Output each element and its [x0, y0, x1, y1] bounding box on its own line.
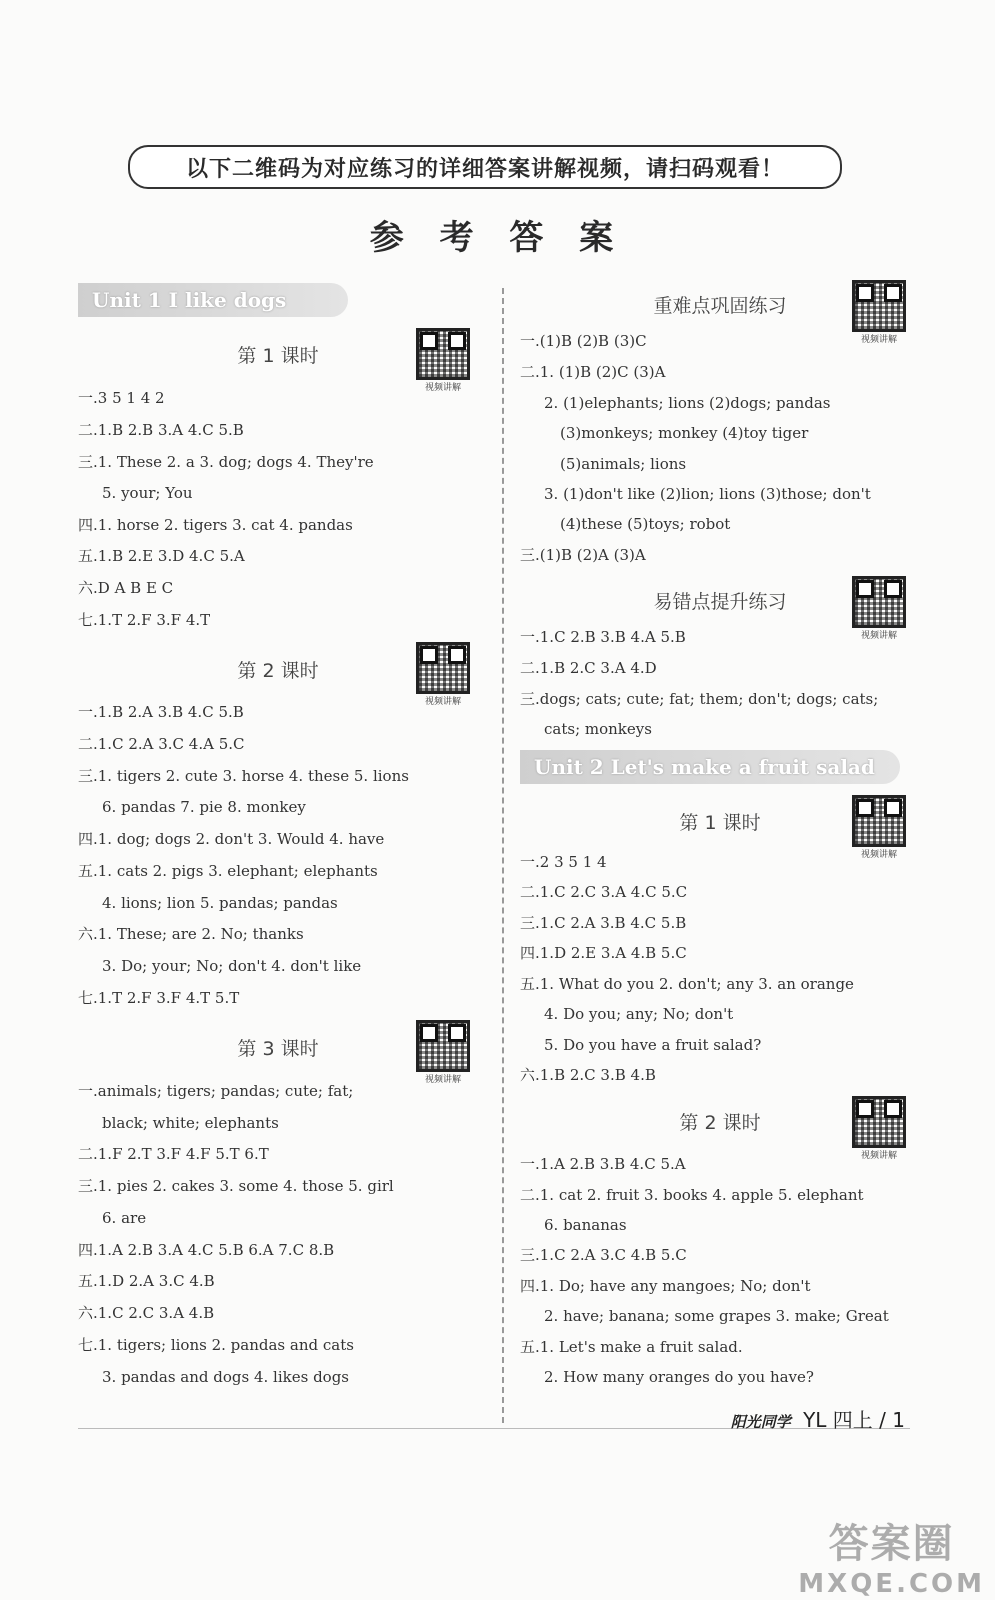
answer-line: 四.1. horse 2. tigers 3. cat 4. pandas [78, 516, 353, 534]
answer-line: 一.2 3 5 1 4 [520, 853, 607, 871]
answer-line: 2. (1)elephants; lions (2)dogs; pandas [544, 394, 831, 412]
answer-line: 三.1.C 2.A 3.B 4.C 5.B [520, 914, 687, 932]
answer-line: 三.dogs; cats; cute; fat; them; don't; dogs; cats; [520, 690, 879, 708]
answer-line: 七.1. tigers; lions 2. pandas and cats [78, 1336, 354, 1354]
qr-caption: 视频讲解 [860, 335, 897, 345]
qr-caption: 视频讲解 [424, 1075, 461, 1085]
lesson-title: 第 2 课时 [237, 660, 319, 682]
answer-line: (4)these (5)toys; robot [560, 515, 731, 533]
watermark [798, 1512, 985, 1599]
answer-line: 2. How many oranges do you have? [544, 1368, 814, 1386]
answer-line: 二.1. cat 2. fruit 3. books 4. apple 5. elephant [520, 1186, 864, 1204]
page-footer [731, 1404, 905, 1433]
answer-line: 3. pandas and dogs 4. likes dogs [102, 1368, 350, 1386]
qr-caption: 视频讲解 [860, 631, 897, 641]
qr-code-icon [852, 280, 906, 332]
answer-line: cats; monkeys [544, 720, 652, 738]
answer-line: 6. pandas 7. pie 8. monkey [102, 798, 306, 816]
section-title: 重难点巩固练习 [653, 295, 787, 317]
answer-line: 6. are [102, 1209, 147, 1227]
answer-line: 二.1. (1)B (2)C (3)A [520, 363, 666, 381]
qr-code[interactable] [852, 576, 906, 641]
answer-line: 一.1.B 2.A 3.B 4.C 5.B [78, 703, 244, 721]
qr-caption: 视频讲解 [424, 383, 461, 393]
lesson-title: 第 1 课时 [679, 812, 761, 834]
page-label: YL 四上 / 1 [803, 1408, 905, 1432]
qr-code-icon [416, 328, 470, 380]
qr-code-icon [852, 1096, 906, 1148]
qr-code-icon [852, 576, 906, 628]
qr-code[interactable] [416, 1020, 470, 1085]
answer-line: 六.D A B E C [78, 579, 174, 597]
qr-code[interactable] [852, 280, 906, 345]
unit-2-header: Unit 2 Let's make a fruit salad [520, 750, 900, 784]
banner-notice: 以下二维码为对应练习的详细答案讲解视频，请扫码观看！ [128, 145, 842, 189]
answer-line: 六.1. These; are 2. No; thanks [78, 925, 304, 943]
answer-line: 3. (1)don't like (2)lion; lions (3)those; don't [544, 485, 871, 503]
answer-line: 二.1.C 2.C 3.A 4.C 5.C [520, 883, 688, 901]
qr-caption: 视频讲解 [424, 697, 461, 707]
qr-caption: 视频讲解 [860, 850, 897, 860]
answer-line: 三.1. These 2. a 3. dog; dogs 4. They're [78, 453, 374, 471]
answer-line: 一.1.C 2.B 3.B 4.A 5.B [520, 628, 686, 646]
answer-line: 3. Do; your; No; don't 4. don't like [102, 957, 362, 975]
qr-code[interactable] [416, 642, 470, 707]
qr-code-icon [416, 1020, 470, 1072]
answer-line: 五.1.B 2.E 3.D 4.C 5.A [78, 547, 245, 565]
answer-line: 2. have; banana; some grapes 3. make; Great [544, 1307, 889, 1325]
answer-line: 4. Do you; any; No; don't [544, 1005, 734, 1023]
watermark-text: 答案圈 [828, 1521, 955, 1567]
answer-line: 二.1.C 2.A 3.C 4.A 5.C [78, 735, 245, 753]
qr-code[interactable] [416, 328, 470, 393]
brand-logo: 阳光同学 [730, 1413, 791, 1431]
answer-line: 四.1.A 2.B 3.A 4.C 5.B 6.A 7.C 8.B [78, 1241, 335, 1259]
answer-line: (3)monkeys; monkey (4)toy tiger [560, 424, 809, 442]
answer-line: 一.(1)B (2)B (3)C [520, 332, 647, 350]
qr-code[interactable] [852, 1096, 906, 1161]
answer-line: 一.1.A 2.B 3.B 4.C 5.A [520, 1155, 686, 1173]
answer-line: 5. your; You [102, 484, 193, 502]
qr-code[interactable] [852, 795, 906, 860]
qr-code-icon [852, 795, 906, 847]
page-title: 参 考 答 案 [369, 218, 626, 258]
watermark-url: MXQE.COM [798, 1569, 985, 1599]
answer-line: 六.1.B 2.C 3.B 4.B [520, 1066, 656, 1084]
section-title: 易错点提升练习 [653, 591, 787, 613]
qr-caption: 视频讲解 [860, 1151, 897, 1161]
answer-line: 五.1. What do you 2. don't; any 3. an orange [520, 975, 854, 993]
answer-line: 二.1.B 2.B 3.A 4.C 5.B [78, 421, 244, 439]
answer-line: 6. bananas [544, 1216, 627, 1234]
qr-code-icon [416, 642, 470, 694]
answer-line: 七.1.T 2.F 3.F 4.T [78, 611, 211, 629]
answer-line: 一.3 5 1 4 2 [78, 389, 165, 407]
answer-line: 四.1.D 2.E 3.A 4.B 5.C [520, 944, 687, 962]
answer-line: black; white; elephants [102, 1114, 279, 1132]
column-divider [502, 288, 504, 1423]
lesson-title: 第 3 课时 [237, 1038, 319, 1060]
answer-line: 一.animals; tigers; pandas; cute; fat; [78, 1082, 354, 1100]
answer-line: 四.1. dog; dogs 2. don't 3. Would 4. have [78, 830, 385, 848]
answer-line: 三.1.C 2.A 3.C 4.B 5.C [520, 1246, 687, 1264]
answer-line: 三.(1)B (2)A (3)A [520, 546, 646, 564]
answer-line: 六.1.C 2.C 3.A 4.B [78, 1304, 215, 1322]
answer-line: 4. lions; lion 5. pandas; pandas [102, 894, 338, 912]
answer-line: 二.1.B 2.C 3.A 4.D [520, 659, 657, 677]
answer-line: 七.1.T 2.F 3.F 4.T 5.T [78, 989, 240, 1007]
answer-line: 四.1. Do; have any mangoes; No; don't [520, 1277, 811, 1295]
answer-line: 三.1. pies 2. cakes 3. some 4. those 5. girl [78, 1177, 394, 1195]
answer-line: 五.1. cats 2. pigs 3. elephant; elephants [78, 862, 378, 880]
answer-line: (5)animals; lions [560, 455, 687, 473]
lesson-title: 第 2 课时 [679, 1112, 761, 1134]
answer-line: 三.1. tigers 2. cute 3. horse 4. these 5. lions [78, 767, 409, 785]
answer-line: 五.1.D 2.A 3.C 4.B [78, 1272, 215, 1290]
unit-1-header: Unit 1 I like dogs [78, 283, 348, 317]
answer-line: 五.1. Let's make a fruit salad. [520, 1338, 743, 1356]
answer-line: 5. Do you have a fruit salad? [544, 1036, 762, 1054]
answer-line: 二.1.F 2.T 3.F 4.F 5.T 6.T [78, 1145, 269, 1163]
lesson-title: 第 1 课时 [237, 345, 319, 367]
